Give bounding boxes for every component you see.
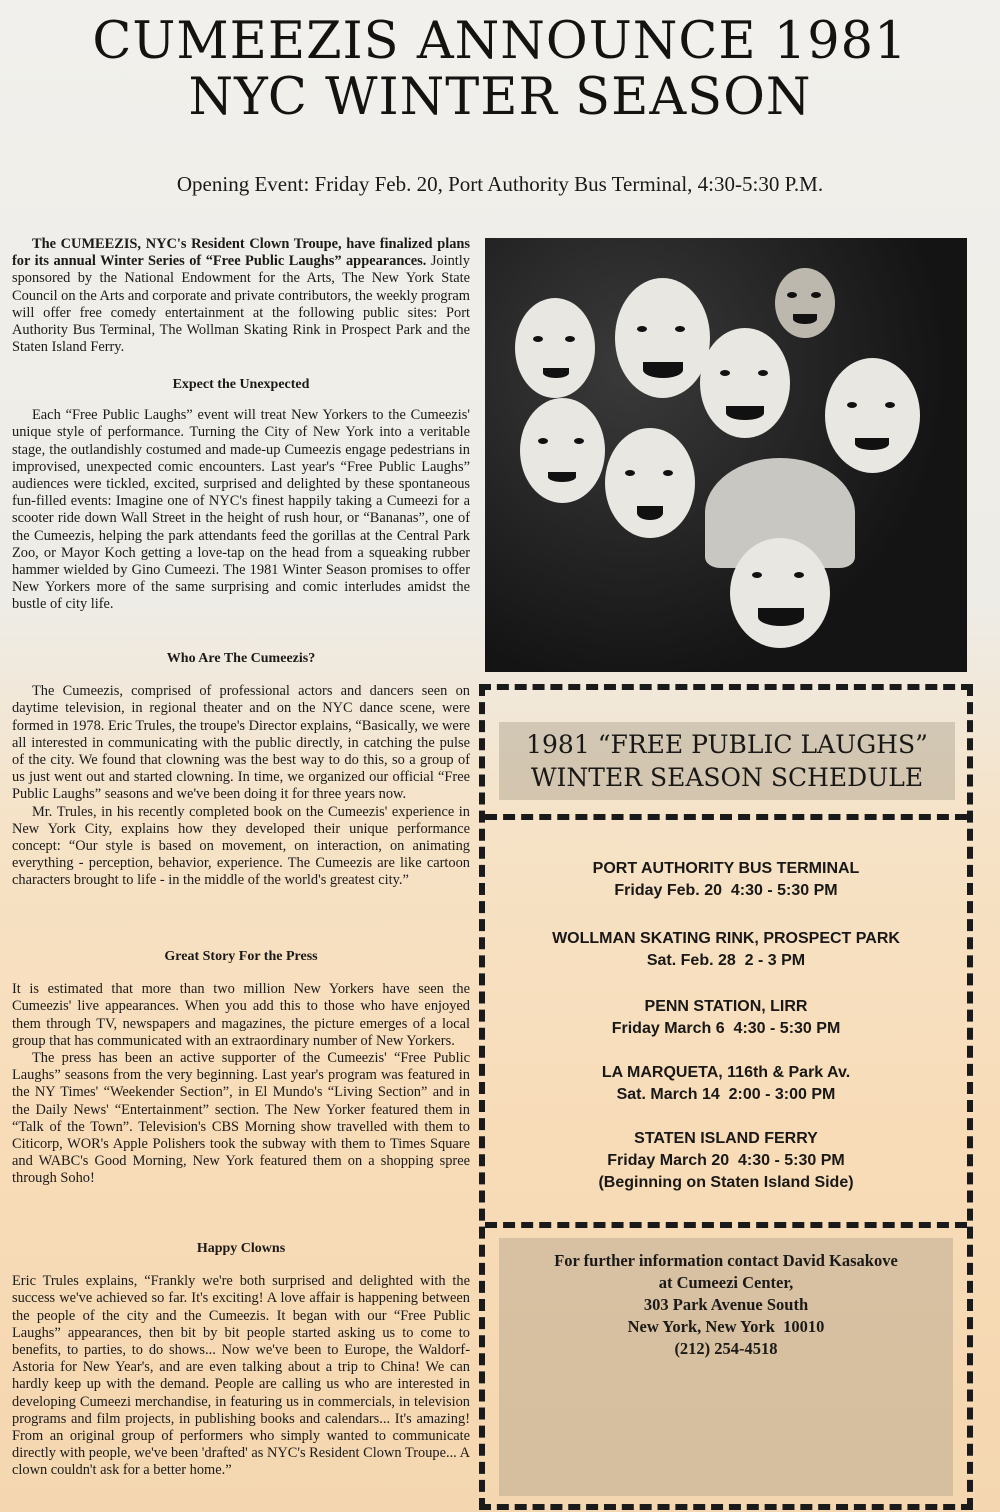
contact-phone: (212) 254-4518 — [674, 1339, 778, 1358]
section-expect-unexpected — [12, 376, 470, 614]
schedule-title-line-2: WINTER SEASON SCHEDULE — [530, 763, 924, 792]
headline — [0, 14, 1000, 126]
event-venue: PENN STATION, LIRR — [644, 998, 808, 1015]
section-paragraph: Each “Free Public Laughs” event will treat New Yorkers to the Cumeezis' unique style of performance. Turning the City of New York into a veritable stage, the outlandishly costumed and made-up Cumeezis engage pedestrians in improvised, unexpected comic encounters. Last year's “Free Public Laughs” audiences were tickled, excited, surprised and delighted by these spontaneous fun-filled events: Imagine one of NYC's finest happily taking a Cumeezi for a scooter ride down Wall Street in the height of rush hour, or “Bananas”, one of the Cumeezis, helping the park attendants feed the gorillas at the Central Park Zoo, or Mayor Koch getting a love-tap on the head from a squeaking rubber hammer wielded by Gino Cumeezi. The 1981 Winter Season promises to offer New Yorkers more of the same surprising and comic interludes amidst the bustle of city life. — [12, 407, 470, 613]
schedule-event — [485, 996, 967, 1040]
section-heading: Who Are The Cumeezis? — [166, 651, 316, 666]
section-paragraph: Mr. Trules, in his recently completed book on the Cumeezis' experience in New York City, explains how they developed their unique performance concept: “Our style is based on movement, on interaction, on animating everything - perception, behavior, experience. The Cumeezis are like cartoon characters brought to life - in the middle of the world's greatest city.” — [12, 803, 470, 889]
clown-troupe-photo — [485, 238, 967, 672]
section-heading: Happy Clowns — [196, 1241, 286, 1256]
contact-line: at Cumeezi Center, — [658, 1273, 794, 1292]
section-who-are — [12, 650, 470, 890]
event-time: Friday March 20 4:30 - 5:30 PM — [607, 1152, 845, 1169]
divider — [485, 814, 967, 820]
contact-line: New York, New York 10010 — [627, 1317, 825, 1336]
schedule-box — [479, 684, 973, 1510]
event-venue: STATEN ISLAND FERRY — [634, 1130, 818, 1147]
section-heading: Great Story For the Press — [164, 949, 318, 964]
section-paragraph: Eric Trules explains, “Frankly we're both surprised and delighted with the success we've achieved so far. It's exciting! A love affair is happening between the people of the city and the Cumeezis. It began with our “Free Public Laughs” appearances, then bit by bit people started asking us to come to benefits, to parties, to do shows... Now we've been to Europe, the Waldorf-Astoria for New Year's, and are even talking about a trip to China! We can hardly keep up with the demand. People are calling us who are interested in developing Cumeezi merchandise, in featuring us in commercials, in television programs and film projects, in publishing books and calendars... It's amazing! From an original group of performers who simply wanted to communicate directly with people, we've been 'drafted' as NYC's Resident Clown Troupe... A clown couldn't ask for a better home.” — [12, 1273, 470, 1479]
opening-event-subhead: Opening Event: Friday Feb. 20, Port Authority Bus Terminal, 4:30-5:30 P.M. — [176, 172, 824, 196]
schedule-event — [485, 1062, 967, 1106]
schedule-title-line-1: 1981 “FREE PUBLIC LAUGHS” — [526, 730, 928, 759]
section-happy-clowns — [12, 1240, 470, 1480]
event-time: Sat. Feb. 28 2 - 3 PM — [646, 952, 806, 969]
headline-line-1: CUMEEZIS ANNOUNCE 1981 — [92, 12, 908, 71]
article-intro-rest: Jointly sponsored by the National Endowment for the Arts, The New York State Council on the Arts and corporate and private contributors, the weekly program will offer free comedy entertainment at the following public sites: Port Authority Bus Terminal, The Wollman Skating Rink in Prospect Park and the Staten Island Ferry. — [12, 253, 471, 356]
contact-box — [499, 1238, 953, 1496]
event-time: Friday March 6 4:30 - 5:30 PM — [611, 1020, 841, 1037]
section-heading: Expect the Unexpected — [172, 377, 310, 392]
section-paragraph: The Cumeezis, comprised of professional actors and dancers seen on daytime television, in regional theater and on the NYC dance scene, were formed in 1978. Eric Trules, the troupe's Director explains, “Basically, we were all interested in communicating with the public directly, in catching the pulse of the city. We found that clowning was the best way to do this, so a group of us just went out and started clowning. In time, we organized our official “Free Public Laughs” seasons and we've been doing it for three years now. — [12, 683, 470, 803]
article-lead: The CUMEEZIS, NYC's Resident Clown Troupe, have finalized plans for its annual Winter Series of “Free Public Laughs” appearances. — [12, 236, 470, 270]
schedule-event — [485, 928, 967, 972]
section-paragraph: The press has been an active supporter of the Cumeezis' “Free Public Laughs” seasons from the very beginning. Last year's program was featured in the NY Times' “Weekender Section”, in El Mundo's “Living Section” and in the Daily News' “Entertainment” section. The New Yorker featured them in “Talk of the Town”. Television's CBS Morning show travelled with them to Citicorp, WOR's Apple Polishers took the subway with them to Times Square and WABC's Good Morning, New York featured them on a shopping spree through Soho! — [12, 1050, 470, 1187]
event-time: Friday Feb. 20 4:30 - 5:30 PM — [614, 882, 838, 899]
schedule-event — [485, 1128, 967, 1194]
schedule-title — [499, 722, 955, 800]
section-paragraph: It is estimated that more than two million New Yorkers have seen the Cumeezis' live appearances. When you add this to those who have enjoyed them through TV, newspapers and magazines, the picture emerges of a local group that has communicated with an extraordinary number of New Yorkers. — [12, 981, 470, 1049]
event-venue: WOLLMAN SKATING RINK, PROSPECT PARK — [552, 930, 900, 947]
article-intro — [12, 236, 470, 356]
event-time: Sat. March 14 2:00 - 3:00 PM — [616, 1086, 836, 1103]
contact-line: For further information contact David Kasakove — [554, 1251, 898, 1270]
headline-line-2: NYC WINTER SEASON — [188, 68, 812, 127]
contact-line: 303 Park Avenue South — [643, 1295, 809, 1314]
event-note: (Beginning on Staten Island Side) — [598, 1174, 854, 1191]
event-venue: PORT AUTHORITY BUS TERMINAL — [592, 860, 860, 877]
section-great-story — [12, 948, 470, 1188]
divider — [485, 1222, 967, 1228]
schedule-event — [485, 858, 967, 902]
event-venue: LA MARQUETA, 116th & Park Av. — [601, 1064, 851, 1081]
